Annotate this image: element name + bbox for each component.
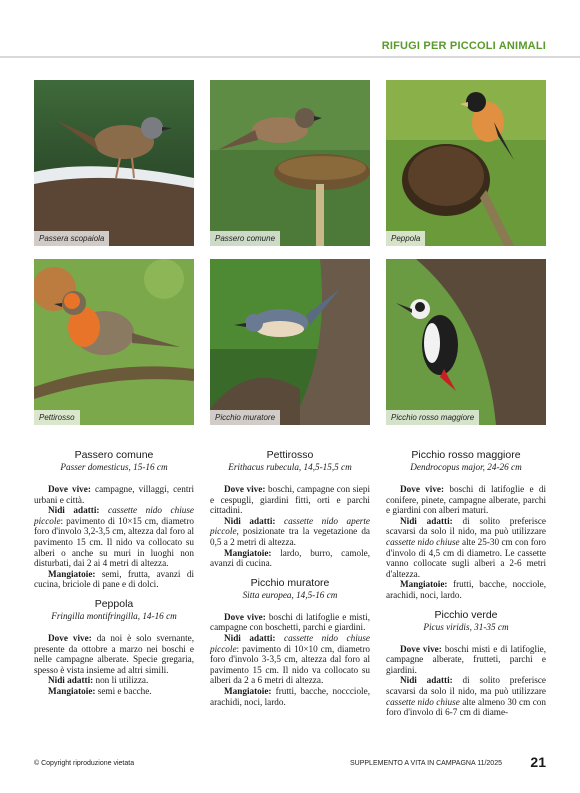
photo-caption: Pettirosso xyxy=(34,410,80,425)
photo-picchio-muratore xyxy=(210,259,370,425)
photo-picchio-rosso-maggiore xyxy=(386,259,546,425)
peppola-illustration xyxy=(386,80,546,246)
photo-caption: Peppola xyxy=(386,231,425,246)
article-title: Pettirosso xyxy=(266,449,314,461)
paragraph-dove-vive: Dove vive: boschi di latifoglie e misti, campagne con boschetti, parchi e giardini. xyxy=(210,611,370,633)
paragraph-nidi-adatti: Nidi adatti: di solito preferisce scavarsi da solo il nido, ma può utilizzare cassette nido chiuse alte almeno 30 cm con foro d'involo di 6-7 cm di diame- xyxy=(386,675,546,718)
photo-peppola xyxy=(386,80,546,246)
photo-caption: Passera scopaiola xyxy=(34,231,109,246)
paragraph-mangiatoie: Mangiatoie: frutti, bacche, nocciole, arachidi, noci, lardo. xyxy=(386,579,546,600)
paragraph-nidi-adatti: Nidi adatti: cassette nido chiuse piccole: pavimento di 10×15 cm, diametro foro d'involo 3,2-3,5 cm, altezza dal foro al pavimento 15 cm. Il nido va collocato su alberi o anche su muri in luoghi non disturbati, dai 2 ai 4 metri di altezza. xyxy=(34,505,194,569)
passero-comune-illustration xyxy=(210,80,370,246)
paragraph-nidi-adatti: Nidi adatti: cassette nido chiuse piccole: pavimento di 10×10 cm, diametro foro d'involo 3-3,5 cm, altezza dal foro al pavimento 15 cm. Il nido va collocato su alberi da 2 a 6 metri di altezza. xyxy=(210,632,370,686)
paragraph-nidi-adatti: Nidi adatti: cassette nido aperte piccole, posizionate tra la vegetazione da 0,5 a 2 metri di altezza. xyxy=(210,515,370,547)
photo-passera-scopaiola xyxy=(34,80,194,246)
photo-passero-comune xyxy=(210,80,370,246)
pettirosso-illustration xyxy=(34,259,194,425)
photo-caption: Picchio rosso maggiore xyxy=(386,410,479,425)
photo-pettirosso xyxy=(34,259,194,425)
scientific-name: Dendrocopus major, 24-26 cm xyxy=(410,462,522,472)
page-number: 21 xyxy=(530,754,546,770)
article-title: Picchio verde xyxy=(434,608,498,621)
column-1 xyxy=(34,449,194,697)
article-title: Picchio rosso maggiore xyxy=(411,449,521,461)
scientific-name: Fringilla montifringilla, 14-16 cm xyxy=(51,610,177,621)
scientific-name: Picus viridis, 31-35 cm xyxy=(423,621,509,632)
paragraph-nidi-adatti: Nidi adatti: non li utilizza. xyxy=(48,675,149,686)
paragraph-mangiatoie: Mangiatoie: semi e bacche. xyxy=(48,685,152,696)
paragraph-mangiatoie: Mangiatoie: frutti, bacche, noccciole, arachidi, noci, lardo. xyxy=(210,685,370,707)
passera-scopaiola-illustration xyxy=(34,80,194,246)
photo-caption: Picchio muratore xyxy=(210,410,280,425)
article-title: Passero comune xyxy=(74,449,154,461)
column-2 xyxy=(210,449,370,707)
copyright-notice: © Copyright riproduzione vietata xyxy=(34,760,135,767)
paragraph-dove-vive: Dove vive: da noi è solo svernante, presente da ottobre a marzo nei boschi e nelle campagne alberate. Specie gregaria, spesso è vista insieme ad altri simili. xyxy=(34,632,194,675)
article-title: Peppola xyxy=(94,597,134,610)
photo-caption: Passero comune xyxy=(210,231,280,246)
paragraph-dove-vive: Dove vive: campagne, villaggi, centri urbani e città. xyxy=(34,484,194,505)
scientific-name: Sitta europea, 14,5-16 cm xyxy=(242,589,338,600)
picchio-muratore-illustration xyxy=(210,259,370,425)
supplement-label: SUPPLEMENTO A VITA IN CAMPAGNA 11/2025 xyxy=(350,760,502,767)
paragraph-nidi-adatti: Nidi adatti: di solito preferisce scavarsi da solo il nido, ma può utilizzare cassette nido chiuse alte 25-30 cm con foro d'involo di 4,5 cm di diametro. Le cassette vanno collocate sugli alberi a 2-6 metri d'altezza. xyxy=(386,515,546,579)
paragraph-dove-vive: Dove vive: boschi di latifoglie e di conifere, pinete, campagne alberate, parchi e giardini con alberi maturi. xyxy=(386,484,546,516)
paragraph-dove-vive: Dove vive: boschi misti e di latifoglie, campagne alberate, frutteti, parchi e giardini. xyxy=(386,643,546,675)
section-title: RIFUGI PER PICCOLI ANIMALI xyxy=(381,40,546,52)
header-rule xyxy=(0,56,580,58)
scientific-name: Passer domesticus, 15-16 cm xyxy=(60,462,168,472)
paragraph-dove-vive: Dove vive: boschi, campagne con siepi e cespugli, giardini fitti, orti e parchi cittadini. xyxy=(210,484,371,516)
scientific-name: Erithacus rubecula, 14,5-15,5 cm xyxy=(228,462,352,472)
column-3 xyxy=(386,449,546,718)
paragraph-mangiatoie: Mangiatoie: lardo, burro, camole, avanzi di cucina. xyxy=(210,547,370,569)
picchio-rosso-maggiore-illustration xyxy=(386,259,546,425)
paragraph-mangiatoie: Mangiatoie: semi, frutta, avanzi di cucina, briciole di pane e di dolci. xyxy=(34,568,194,590)
article-title: Picchio muratore xyxy=(250,576,330,589)
